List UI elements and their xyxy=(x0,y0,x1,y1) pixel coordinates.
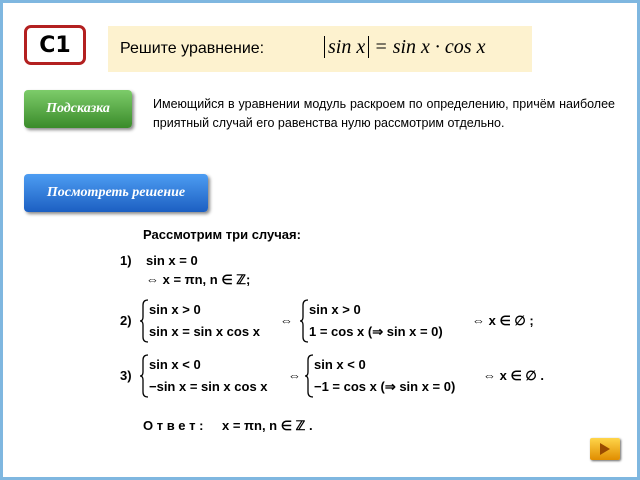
equation-rhs: = sin x · cos x xyxy=(369,36,486,58)
next-arrow-shape xyxy=(600,443,610,455)
show-solution-button[interactable]: Посмотреть решение xyxy=(24,174,208,212)
play-next-icon[interactable] xyxy=(590,438,620,460)
case2-sys2-line2: 1 = cos x (⇒ sin x = 0) xyxy=(309,324,443,339)
case2-sys2-line1: sin x > 0 xyxy=(309,302,361,317)
case2-sys1-line1: sin x > 0 xyxy=(149,302,201,317)
task-equation xyxy=(324,36,485,59)
case3-result: ⇔ x ∈ ∅ . xyxy=(483,368,544,383)
task-label: Решите уравнение: xyxy=(120,40,265,57)
hint-button[interactable]: Подсказка xyxy=(24,90,132,128)
hint-text: Имеющийся в уравнении модуль раскроем по определению, причём наиболее приятный случай его равенства нулю рассмотрим отдельно. xyxy=(153,97,615,130)
case3-sys1-line1: sin x < 0 xyxy=(149,357,201,372)
case3-sys2-line1: sin x < 0 xyxy=(314,357,366,372)
case1-line2: ⇔ x = πn, n ∈ ℤ; xyxy=(146,272,251,287)
solution-intro: Рассмотрим три случая: xyxy=(143,227,301,242)
task-badge: C1 xyxy=(24,25,86,65)
case3-sys1-line2: −sin x = sin x cos x xyxy=(149,379,268,394)
case2-equiv: ⇔ xyxy=(280,313,293,328)
task-box xyxy=(108,26,532,72)
case1-number: 1) xyxy=(120,253,132,268)
case2-sys1-line2: sin x = sin x cos x xyxy=(149,324,260,339)
case1-line1: sin x = 0 xyxy=(146,253,198,268)
answer-value: x = πn, n ∈ ℤ . xyxy=(222,418,313,433)
answer-label: О т в е т : xyxy=(143,418,204,433)
abs-sin-x: sin x xyxy=(324,36,369,58)
case2-result: ⇔ x ∈ ∅ ; xyxy=(472,313,534,328)
case2-number: 2) xyxy=(120,313,132,328)
case3-number: 3) xyxy=(120,368,132,383)
case3-equiv: ⇔ xyxy=(288,368,301,383)
case3-sys2-line2: −1 = cos x (⇒ sin x = 0) xyxy=(314,379,456,394)
